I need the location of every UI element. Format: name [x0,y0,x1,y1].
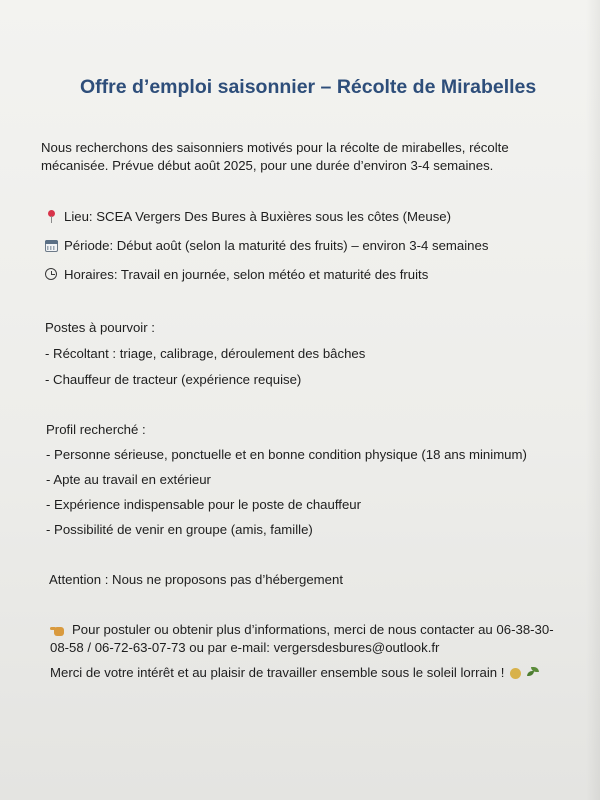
contact-text-1: Pour postuler ou obtenir plus d’informations, merci de nous contacter au 06-38-30- [72,622,554,637]
postes-item: - Récoltant : triage, calibrage, déroulement des bâches [45,346,366,361]
intro-line-2: mécanisée. Prévue début août 2025, pour une durée d’environ 3-4 semaines. [41,158,494,173]
profil-item: - Possibilité de venir en groupe (amis, famille) [46,522,313,537]
profil-item: - Personne sérieuse, ponctuelle et en bonne condition physique (18 ans minimum) [46,447,527,462]
page-title: Offre d’emploi saisonnier – Récolte de Mirabelles [80,76,537,98]
contact-line-2: 08-58 / 06-72-63-07-73 ou par e-mail: vergersdesbures@outlook.fr [50,640,440,655]
clock-icon [44,267,60,283]
intro-line-1: Nous recherchons des saisonniers motivés pour la récolte de mirabelles, récolte [41,140,509,155]
profil-heading: Profil recherché : [46,422,146,437]
info-horaires [44,266,428,284]
profil-item: - Apte au travail en extérieur [46,472,211,487]
pointing-hand-icon [50,623,66,637]
closing-line [50,664,540,682]
attention-note: Attention : Nous ne proposons pas d’hébergement [49,572,343,587]
postes-heading: Postes à pourvoir : [45,320,155,335]
leaf-icon [526,667,540,679]
postes-item: - Chauffeur de tracteur (expérience requise) [45,372,302,387]
sun-icon [510,668,521,679]
info-lieu [44,208,451,226]
info-periode [44,237,488,255]
pin-icon [44,209,60,225]
contact-line-1 [50,621,554,639]
calendar-icon [44,238,60,254]
info-horaires-text: Horaires: Travail en journée, selon météo et maturité des fruits [64,267,429,282]
profil-item: - Expérience indispensable pour le poste de chauffeur [46,497,361,512]
info-lieu-text: Lieu: SCEA Vergers Des Bures à Buxières sous les côtes (Meuse) [64,209,452,224]
info-periode-text: Période: Début août (selon la maturité des fruits) – environ 3-4 semaines [64,238,489,253]
closing-text: Merci de votre intérêt et au plaisir de travailler ensemble sous le soleil lorrain ! [50,665,505,680]
paper-shadow [586,0,600,800]
